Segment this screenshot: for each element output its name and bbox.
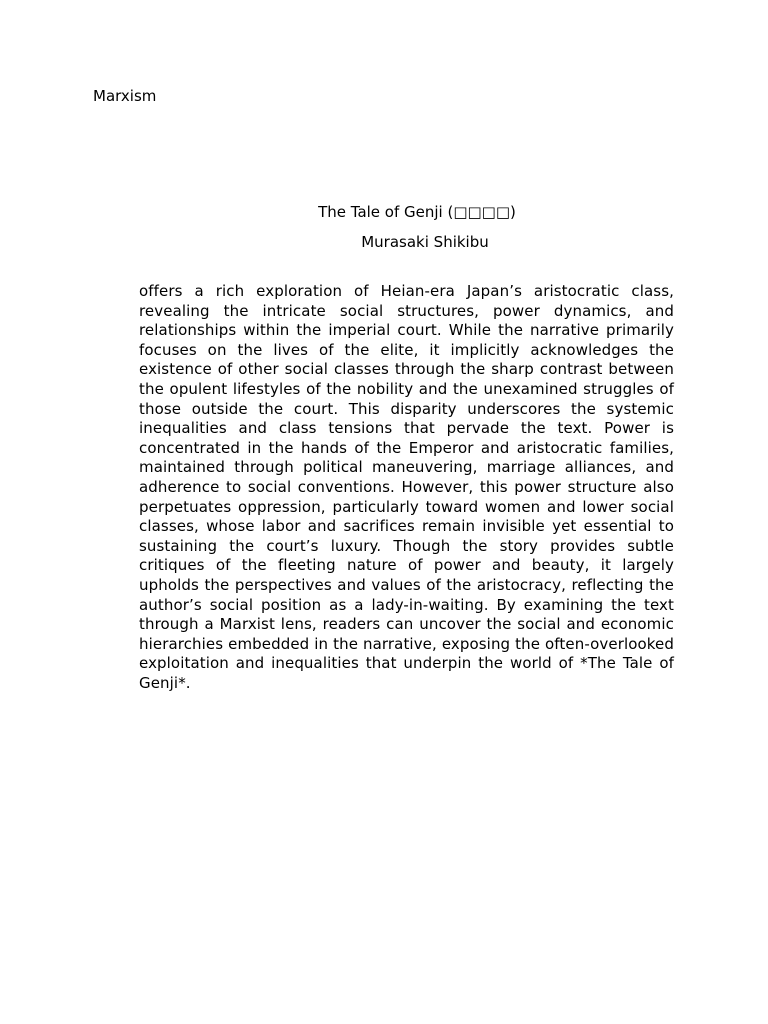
document-title: The Tale of Genji (□□□□) [318,203,516,221]
body-paragraph: offers a rich exploration of Heian-era Japan’s aristocratic class, revealing the intricate social structures, power dynamics, and relationships within the imperial court. While the narrative primarily focuses on the lives of the elite, it implicitly acknowledges the existence of other social classes through the sharp contrast between the opulent lifestyles of the nobility and the unexamined struggles of those outside the court. This disparity underscores the systemic inequalities and class tensions that pervade the text. Power is concentrated in the hands of the Emperor and aristocratic families, maintained through political maneuvering, marriage alliances, and adherence to social conventions. However, this power structure also perpetuates oppression, particularly toward women and lower social classes, whose labor and sacrifices remain invisible yet essential to sustaining the court’s luxury. Though the story provides subtle critiques of the fleeting nature of power and beauty, it largely upholds the perspectives and values of the aristocracy, reflecting the author’s social position as a lady-in-waiting. By examining the text through a Marxist lens, readers can uncover the social and economic hierarchies embedded in the narrative, exposing the often-overlooked exploitation and inequalities that underpin the world of *The Tale of Genji*. [139,282,674,692]
document-author: Murasaki Shikibu [361,233,489,251]
header-label: Marxism [93,87,157,105]
